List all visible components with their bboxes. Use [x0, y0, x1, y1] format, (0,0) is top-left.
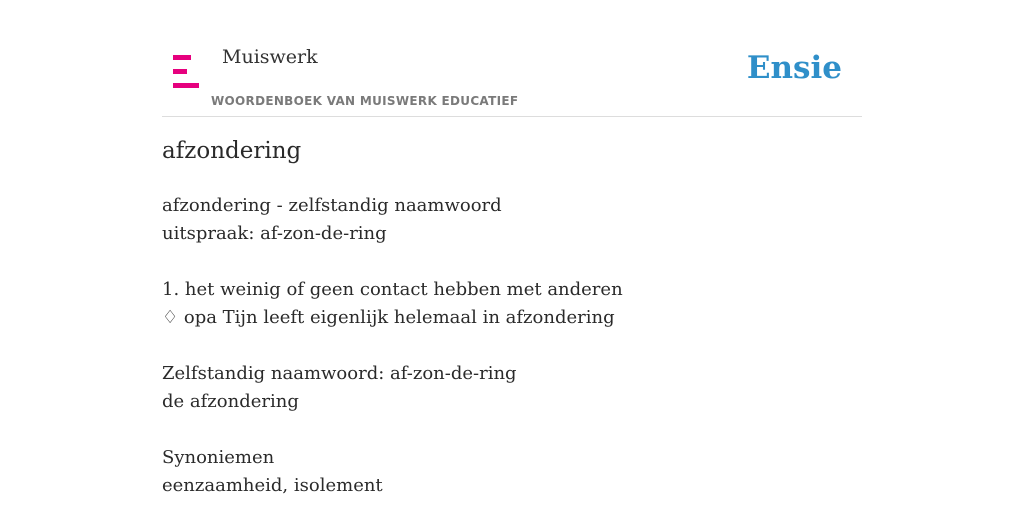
pronunciation-line: uitspraak: af-zon-de-ring	[162, 223, 387, 244]
muiswerk-logo-icon[interactable]	[173, 55, 199, 88]
entry-content	[162, 192, 623, 500]
synonyms-heading: Synoniemen	[162, 447, 275, 468]
synonyms-list: eenzaamheid, isolement	[162, 475, 383, 496]
noun-line: Zelfstandig naamwoord: af-zon-de-ring	[162, 363, 517, 384]
brand-name[interactable]: Muiswerk	[222, 46, 318, 68]
definition: 1. het weinig of geen contact hebben met anderen	[162, 279, 623, 300]
word-class-line: afzondering - zelfstandig naamwoord	[162, 195, 502, 216]
example: ♢ opa Tijn leeft eigenlijk helemaal in afzondering	[162, 307, 615, 328]
brand-subtitle: WOORDENBOEK VAN MUISWERK EDUCATIEF	[211, 94, 519, 108]
entry-title: afzondering	[162, 138, 302, 164]
article-line: de afzondering	[162, 391, 299, 412]
ensie-logo-link[interactable]: Ensie	[746, 50, 842, 86]
header	[162, 40, 862, 117]
